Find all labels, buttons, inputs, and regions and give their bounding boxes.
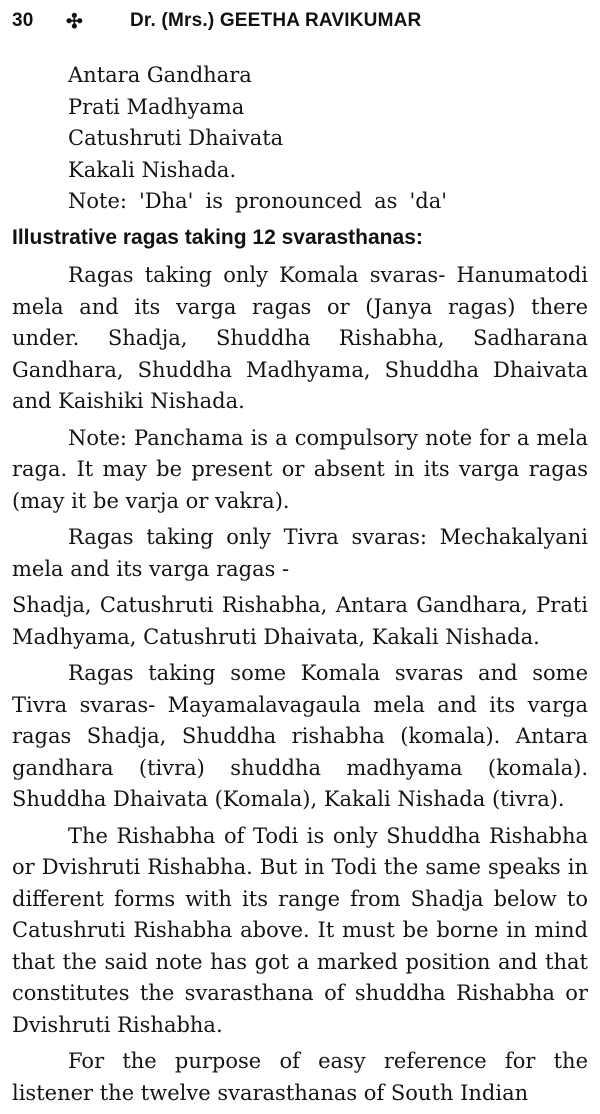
paragraph: Note: Panchama is a compulsory note for a mela raga. It may be present or absent in its varga ragas (may it be varja or vakra). — [12, 425, 588, 513]
paragraph: Ragas taking only Tivra svaras: Mechakalyani mela and its varga ragas - — [12, 525, 588, 581]
paragraph: Ragas taking only Komala svaras- Hanumatodi mela and its varga ragas or (Janya ragas) there under. Shadja, Shuddha Rishabha, Sadharana Gandhara, Shuddha Madhyama, Shuddha Dhaivata and Kaishiki Nishada. — [12, 263, 588, 413]
running-header — [12, 10, 588, 36]
svara-list — [68, 60, 588, 186]
paragraph: For the purpose of easy reference for the listener the twelve svarasthanas of South Indian — [12, 1049, 588, 1105]
author-name: Dr. (Mrs.) GEETHA RAVIKUMAR — [130, 10, 422, 31]
paragraph: The Rishabha of Todi is only Shuddha Rishabha or Dvishruti Rishabha. But in Todi the same speaks in different forms with its range from Shadja below to Catushruti Rishabha above. It must be borne in mind that the said note has got a marked position and that constitutes the svarasthana of shuddha Rishabha or Dvishruti Rishabha. — [12, 823, 588, 1037]
paragraph: Ragas taking some Komala svaras and some Tivra svaras- Mayamalavagaula mela and its varga ragas Shadja, Shuddha rishabha (komala). Antara gandhara (tivra) shuddha madhyama (komala). Shuddha Dhaivata (Komala), Kakali Nishada (tivra). — [12, 661, 588, 811]
list-item: Kakali Nishada. — [68, 157, 237, 182]
ornament-icon: ✣ — [66, 11, 83, 33]
body-text — [12, 260, 588, 1114]
section-heading: Illustrative ragas taking 12 svarasthanas: — [12, 226, 423, 249]
page-number: 30 — [12, 10, 34, 31]
paragraph: Shadja, Catushruti Rishabha, Antara Gandhara, Prati Madhyama, Catushruti Dhaivata, Kakali Nishada. — [12, 593, 588, 649]
pronunciation-note: Note: 'Dha' is pronounced as 'da' — [68, 189, 447, 213]
list-item: Antara Gandhara — [68, 63, 252, 87]
list-item: Catushruti Dhaivata — [68, 126, 284, 150]
list-item: Prati Madhyama — [68, 94, 245, 119]
